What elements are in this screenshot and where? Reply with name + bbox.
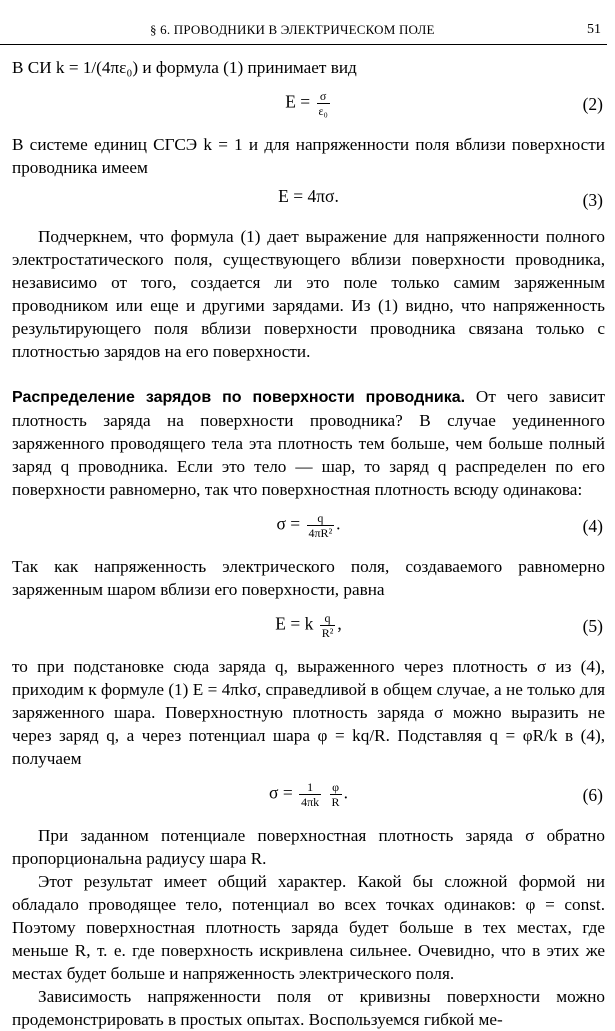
fraction-denominator: 4πR² [308, 526, 333, 540]
equation-5 [12, 601, 605, 655]
equation-tail: , [337, 613, 342, 634]
section-paragraph [12, 385, 605, 501]
fraction-numerator: σ [317, 89, 330, 104]
fraction-denominator: R² [321, 626, 334, 640]
page-body [12, 56, 605, 1031]
fraction-numerator: 1 [299, 780, 321, 795]
fraction-numerator: q [320, 611, 336, 626]
equation-number: (6) [582, 785, 603, 805]
equation-4 [12, 501, 605, 555]
fraction [317, 89, 330, 118]
equation-tail: . [336, 513, 341, 534]
fraction-denominator: ε₀ [318, 104, 328, 118]
fraction [299, 780, 321, 809]
fraction [307, 511, 335, 540]
equation-number: (3) [582, 190, 603, 210]
paragraph: Так как напряженность электрического поля, создаваемого равномерно заряженным шаром вблизи его поверхности, равна [12, 557, 605, 599]
fraction [320, 611, 336, 640]
spacer [12, 363, 605, 385]
equation-number: (2) [582, 94, 603, 114]
equation-lhs: E = [285, 91, 311, 112]
page-header [0, 22, 607, 45]
equation-3 [12, 179, 605, 225]
paragraph: Подчеркнем, что формула (1) дает выражение для напряженности полного электростатического поля, существующего вблизи поверхности проводника, независимо от того, создается ли это поле только самим заряженным проводником или еще и другими зарядами. Из (1) видно, что напряженность результирующего поля вблизи поверхности проводника связана только с плотностью зарядов на его поверхности. [12, 227, 605, 361]
paragraph: В СИ k = 1/(4πε₀) и формула (1) принимает вид [12, 58, 357, 77]
fraction-numerator: φ [330, 780, 342, 795]
fraction-denominator: R [331, 795, 340, 809]
section-heading: Распределение зарядов по поверхности проводника. [12, 389, 466, 406]
section-text: От чего зависит плотность заряда на поверхности проводника? В случае уединенного заряженного проводящего тела эта плотность тем больше, чем больше полный заряд q проводника. Если это тело — шар, то заряд q распределен по его поверхности равномерно, так что поверхностная плотность всюду одинакова: [12, 387, 605, 499]
paragraph: Зависимость напряженности поля от кривизны поверхности можно продемонстрировать в простых опытах. Воспользуемся гибкой ме- [12, 987, 605, 1029]
running-title: § 6. ПРОВОДНИКИ В ЭЛЕКТРИЧЕСКОМ ПОЛЕ [150, 22, 435, 37]
paragraph: Этот результат имеет общий характер. Какой бы сложной формой ни обладало проводящее тело, потенциал во всех точках одинаков: φ = const. Поэтому поверхностная плотность заряда будет больше в тех местах, где меньше R, т. е. где поверхность искривлена сильнее. Очевидно, что в этих же местах будет больше и напряженность электрического поля. [12, 872, 605, 983]
equation-6 [12, 770, 605, 824]
page-number: 51 [587, 22, 601, 37]
equation-number: (5) [582, 616, 603, 636]
fraction-numerator: q [307, 511, 335, 526]
equation-lhs: σ = [269, 782, 293, 803]
paragraph: При заданном потенциале поверхностная плотность заряда σ обратно пропорциональна радиусу шара R. [12, 826, 605, 868]
equation-number: (4) [582, 516, 603, 536]
paragraph: В системе единиц СГСЭ k = 1 и для напряженности поля вблизи поверхности проводника имеем [12, 135, 605, 177]
fraction [330, 780, 342, 809]
equation-formula: E = 4πσ. [278, 186, 339, 206]
equation-lhs: E = k [275, 613, 314, 634]
equation-2 [12, 79, 605, 133]
equation-lhs: σ = [276, 513, 301, 534]
paragraph: то при подстановке сюда заряда q, выраженного через плотность σ из (4), приходим к формуле (1) E = 4πkσ, справедливой в общем случае, а не только для заряженного шара. Поверхностную плотность заряда σ можно выразить не через заряд q, а через потенциал шара φ = kq/R. Подставляя q = φR/k в (4), получаем [12, 657, 605, 768]
fraction-denominator: 4πk [301, 795, 320, 809]
equation-tail: . [343, 782, 348, 803]
